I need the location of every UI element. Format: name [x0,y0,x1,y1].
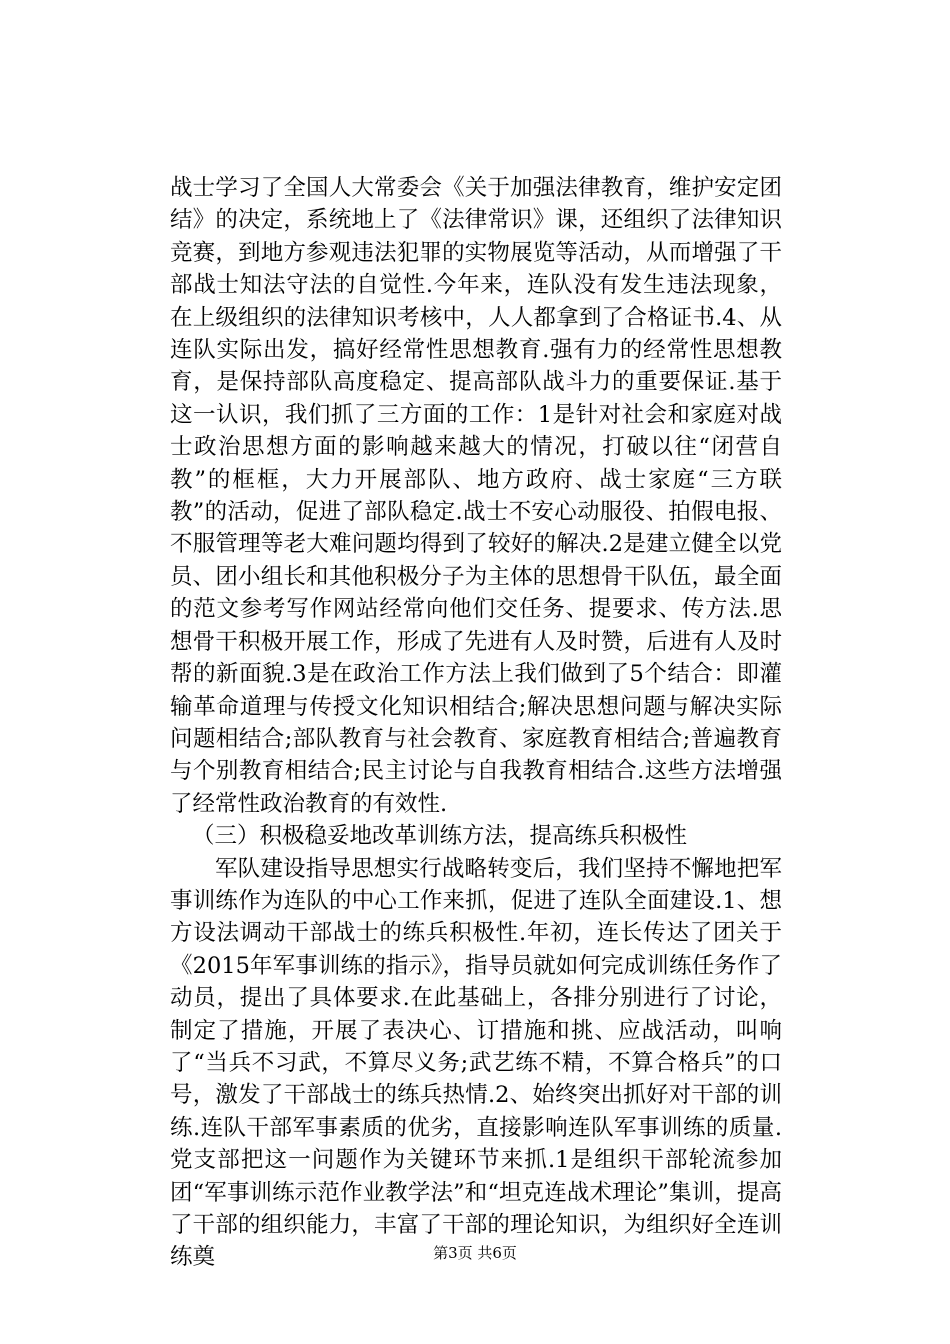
body-paragraph-1: 战士学习了全国人大常委会《关于加强法律教育，维护安定团结》的决定，系统地上了《法律常识》课，还组织了法律知识竞赛，到地方参观违法犯罪的实物展览等活动，从而增强了干部战士知法守法的自觉性.今年来，连队没有发生违法现象，在上级组织的法律知识考核中，人人都拿到了合格证书.4、从连队实际出发，搞好经常性思想教育.强有力的经常性思想教育，是保持部队高度稳定、提高部队战斗力的重要保证.基于这一认识，我们抓了三方面的工作：1是针对社会和家庭对战士政治思想方面的影响越来越大的情况，打破以往“闭营自教”的框框，大力开展部队、地方政府、战士家庭“三方联教”的活动，促进了部队稳定.战士不安心动服役、拍假电报、不服管理等老大难问题均得到了较好的解决.2是建立健全以党员、团小组长和其他积极分子为主体的思想骨干队伍，最全面的范文参考写作网站经常向他们交任务、提要求、传方法.思想骨干积极开展工作，形成了先进有人及时赞，后进有人及时帮的新面貌.3是在政治工作方法上我们做到了5个结合：即灌输革命道理与传授文化知识相结合;解决思想问题与解决实际问题相结合;部队教育与社会教育、家庭教育相结合;普遍教育与个别教育相结合;民主讨论与自我教育相结合.这些方法增强了经常性政治教育的有效性. [170,175,782,817]
body-paragraph-2: 军队建设指导思想实行战略转变后，我们坚持不懈地把军事训练作为连队的中心工作来抓，促进了连队全面建设.1、想方设法调动干部战士的练兵积极性.年初，连长传达了团关于《2015年军事训练的指示》，指导员就如何完成训练任务作了动员，提出了具体要求.在此基础上，各排分别进行了讨论，制定了措施，开展了表决心、订措施和挑、应战活动，叫响了“当兵不习武，不算尽义务;武艺练不精，不算合格兵”的口号，激发了干部战士的练兵热情.2、始终突出抓好对干部的训练.连队干部军事素质的优劣，直接影响连队军事训练的质量.党支部把这一问题作为关键环节来抓.1是组织干部轮流参加团“军事训练示范作业教学法”和“坦克连战术理论”集训，提高了干部的组织能力，丰富了干部的理论知识，为组织好全连训练奠 [170,855,782,1271]
page-number-footer: 第3页 共6页 [433,1244,517,1262]
document-body [170,172,782,1274]
section-heading: （三）积极稳妥地改革训练方法，提高练兵积极性 [192,823,688,850]
